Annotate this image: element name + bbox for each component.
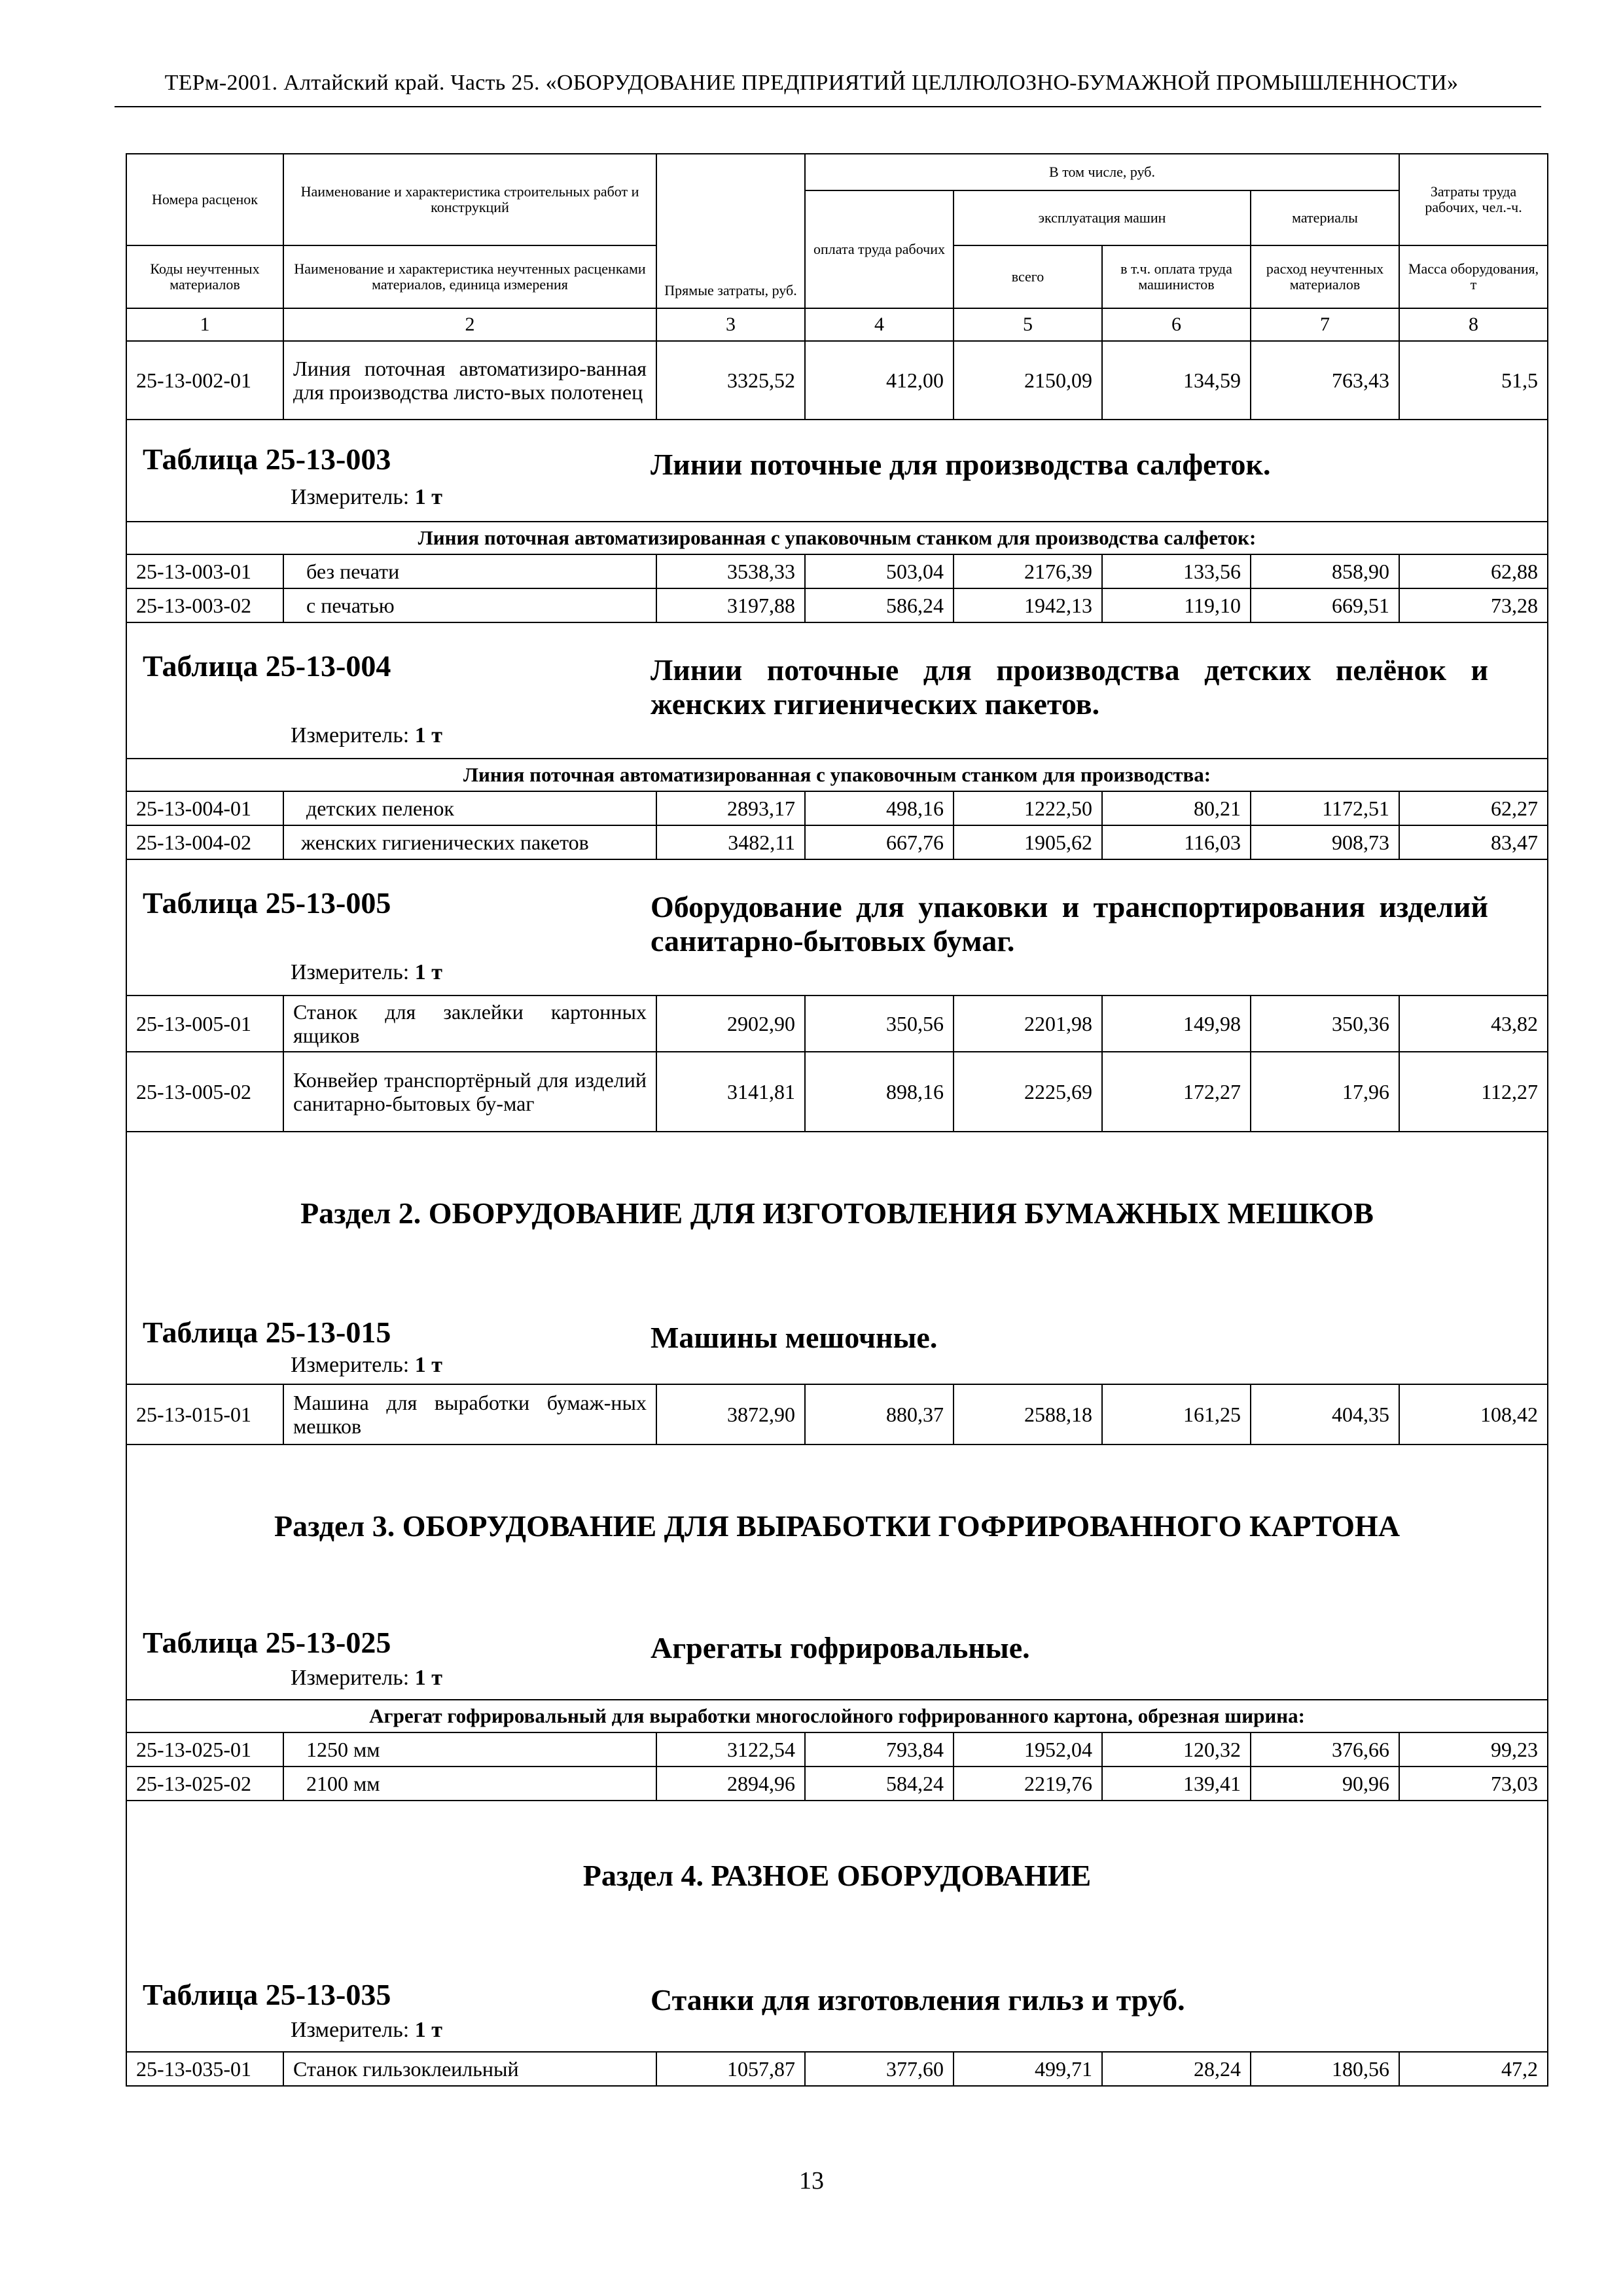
machinists-cost: 133,56 — [1102, 554, 1251, 588]
column-number: 8 — [1399, 308, 1548, 341]
table-row — [126, 825, 1548, 859]
machinists-cost: 119,10 — [1102, 588, 1251, 622]
table-title: Линии поточные для производства детских пелёнок и женских гигиенических пакетов. — [651, 653, 1488, 721]
measure-unit: Измеритель: 1 т — [291, 1666, 442, 1690]
col6-header: в т.ч. оплата труда машинистов — [1102, 245, 1251, 308]
measure-unit: Измеритель: 1 т — [291, 2018, 442, 2042]
col3-header: Прямые затраты, руб. — [656, 154, 805, 308]
machines-total: 2201,98 — [954, 996, 1102, 1052]
labor-hours: 62,27 — [1399, 791, 1548, 825]
section-title: Раздел 4. РАЗНОЕ ОБОРУДОВАНИЕ — [582, 1859, 1092, 1892]
machines-total: 1222,50 — [954, 791, 1102, 825]
table-row — [126, 1052, 1548, 1132]
col1-header-top: Номера расценок — [126, 154, 283, 245]
labor-hours: 83,47 — [1399, 825, 1548, 859]
rate-code: 25-13-025-01 — [126, 1732, 283, 1767]
group-heading: Линия поточная автоматизированная с упаковочным станком для производства салфеток: — [126, 522, 1548, 554]
labor-hours: 47,2 — [1399, 2052, 1548, 2086]
rate-name: женских гигиенических пакетов — [283, 825, 656, 859]
table-row — [126, 1384, 1548, 1444]
table-row — [126, 1767, 1548, 1801]
labor-cost: 586,24 — [805, 588, 954, 622]
rate-name: с печатью — [283, 588, 656, 622]
rate-code: 25-13-003-02 — [126, 588, 283, 622]
machines-total: 499,71 — [954, 2052, 1102, 2086]
machinists-cost: 139,41 — [1102, 1767, 1251, 1801]
table-number: Таблица 25-13-005 — [143, 886, 391, 920]
machines-total: 1905,62 — [954, 825, 1102, 859]
column-number: 2 — [283, 308, 656, 341]
table-row — [126, 341, 1548, 420]
labor-cost: 793,84 — [805, 1732, 954, 1767]
machines-total: 2588,18 — [954, 1384, 1102, 1444]
rates-table — [126, 153, 1548, 2087]
table-title: Агрегаты гофрировальные. — [651, 1631, 1030, 1664]
table-number: Таблица 25-13-003 — [143, 442, 391, 476]
col8-header-top: Затраты труда рабочих, чел.-ч. — [1399, 154, 1548, 245]
table-title: Станки для изготовления гильз и труб. — [651, 1983, 1185, 2017]
rate-code: 25-13-035-01 — [126, 2052, 283, 2086]
group-heading: Линия поточная автоматизированная с упаковочным станком для производства: — [126, 759, 1548, 791]
materials-cost: 17,96 — [1251, 1052, 1399, 1132]
section-title: Раздел 2. ОБОРУДОВАНИЕ ДЛЯ ИЗГОТОВЛЕНИЯ БУМАЖНЫХ МЕШКОВ — [300, 1196, 1374, 1230]
rate-code: 25-13-025-02 — [126, 1767, 283, 1801]
machinists-cost: 149,98 — [1102, 996, 1251, 1052]
rate-code: 25-13-005-01 — [126, 996, 283, 1052]
machines-total: 2225,69 — [954, 1052, 1102, 1132]
direct-cost: 3197,88 — [656, 588, 805, 622]
group-heading: Агрегат гофрировальный для выработки многослойного гофрированного картона, обрезная ширина: — [126, 1700, 1548, 1732]
col2-header-bottom: Наименование и характеристика неучтенных расценками материалов, единица измерения — [283, 245, 656, 308]
table-row — [126, 554, 1548, 588]
rate-code: 25-13-004-02 — [126, 825, 283, 859]
labor-hours: 108,42 — [1399, 1384, 1548, 1444]
rate-name: Станок для заклейки картонных ящиков — [283, 996, 656, 1052]
rate-code: 25-13-002-01 — [126, 341, 283, 420]
running-header: ТЕРм-2001. Алтайский край. Часть 25. «ОБОРУДОВАНИЕ ПРЕДПРИЯТИЙ ЦЕЛЛЮЛОЗНО-БУМАЖНОЙ ПРОМЫШЛЕННОСТИ» — [164, 71, 1459, 95]
direct-cost: 2902,90 — [656, 996, 805, 1052]
labor-cost: 350,56 — [805, 996, 954, 1052]
table-title: Линии поточные для производства салфеток. — [651, 448, 1271, 481]
table-title: Оборудование для упаковки и транспортирования изделий санитарно-бытовых бумаг. — [651, 890, 1488, 958]
table-row — [126, 996, 1548, 1052]
labor-cost: 377,60 — [805, 2052, 954, 2086]
column-number: 3 — [656, 308, 805, 341]
rate-code: 25-13-004-01 — [126, 791, 283, 825]
machines-total: 1942,13 — [954, 588, 1102, 622]
table-row — [126, 2052, 1548, 2086]
direct-cost: 3482,11 — [656, 825, 805, 859]
labor-hours: 62,88 — [1399, 554, 1548, 588]
labor-hours: 73,28 — [1399, 588, 1548, 622]
col7-header: расход неучтенных материалов — [1251, 245, 1399, 308]
table-number: Таблица 25-13-025 — [143, 1626, 391, 1659]
direct-cost: 3538,33 — [656, 554, 805, 588]
rate-name: Конвейер транспортёрный для изделий санитарно-бытовых бу-маг — [283, 1052, 656, 1132]
table-heading-004 — [126, 622, 1548, 759]
labor-cost: 880,37 — [805, 1384, 954, 1444]
rate-code: 25-13-003-01 — [126, 554, 283, 588]
table-row — [126, 1732, 1548, 1767]
materials-cost: 350,36 — [1251, 996, 1399, 1052]
materials-cost: 858,90 — [1251, 554, 1399, 588]
measure-unit: Измеритель: 1 т — [291, 960, 442, 984]
column-number: 1 — [126, 308, 283, 341]
direct-cost: 1057,87 — [656, 2052, 805, 2086]
rate-name: без печати — [283, 554, 656, 588]
table-row — [126, 588, 1548, 622]
machines-total: 2150,09 — [954, 341, 1102, 420]
materials-cost: 669,51 — [1251, 588, 1399, 622]
labor-hours: 51,5 — [1399, 341, 1548, 420]
materials-cost: 763,43 — [1251, 341, 1399, 420]
col5-header: всего — [954, 245, 1102, 308]
incl-header: В том числе, руб. — [805, 154, 1399, 190]
machinists-cost: 161,25 — [1102, 1384, 1251, 1444]
direct-cost: 3872,90 — [656, 1384, 805, 1444]
labor-hours: 73,03 — [1399, 1767, 1548, 1801]
materials-cost: 180,56 — [1251, 2052, 1399, 2086]
labor-hours: 112,27 — [1399, 1052, 1548, 1132]
rate-name: Станок гильзоклеильный — [283, 2052, 656, 2086]
table-title: Машины мешочные. — [651, 1321, 938, 1354]
section-block-3 — [126, 1444, 1548, 1700]
direct-cost: 3325,52 — [656, 341, 805, 420]
rate-name: 1250 мм — [283, 1732, 656, 1767]
measure-unit: Измеритель: 1 т — [291, 723, 442, 747]
direct-cost: 3122,54 — [656, 1732, 805, 1767]
direct-cost: 3141,81 — [656, 1052, 805, 1132]
direct-cost: 2894,96 — [656, 1767, 805, 1801]
machinists-cost: 120,32 — [1102, 1732, 1251, 1767]
materials-cost: 404,35 — [1251, 1384, 1399, 1444]
table-number: Таблица 25-13-004 — [143, 649, 391, 683]
table-number: Таблица 25-13-035 — [143, 1978, 391, 2011]
direct-cost: 2893,17 — [656, 791, 805, 825]
machines-total: 2176,39 — [954, 554, 1102, 588]
labor-cost: 498,16 — [805, 791, 954, 825]
labor-cost: 667,76 — [805, 825, 954, 859]
table-row — [126, 791, 1548, 825]
column-number: 4 — [805, 308, 954, 341]
materials-cost: 90,96 — [1251, 1767, 1399, 1801]
rate-name: 2100 мм — [283, 1767, 656, 1801]
table-heading-005 — [126, 859, 1548, 996]
materials-cost: 1172,51 — [1251, 791, 1399, 825]
table-heading-003 — [126, 420, 1548, 522]
machines-header: эксплуатация машин — [954, 190, 1251, 245]
labor-cost: 898,16 — [805, 1052, 954, 1132]
machinists-cost: 134,59 — [1102, 341, 1251, 420]
col2-header-top: Наименование и характеристика строительных работ и конструкций — [283, 154, 656, 245]
machinists-cost: 172,27 — [1102, 1052, 1251, 1132]
page-number: 13 — [799, 2167, 824, 2195]
materials-cost: 376,66 — [1251, 1732, 1399, 1767]
labor-hours: 43,82 — [1399, 996, 1548, 1052]
labor-cost: 412,00 — [805, 341, 954, 420]
column-number: 6 — [1102, 308, 1251, 341]
rate-name: Линия поточная автоматизиро-ванная для производства листо-вых полотенец — [283, 341, 656, 420]
labor-cost: 503,04 — [805, 554, 954, 588]
machinists-cost: 28,24 — [1102, 2052, 1251, 2086]
rate-code: 25-13-005-02 — [126, 1052, 283, 1132]
column-number: 5 — [954, 308, 1102, 341]
section-block-4 — [126, 1801, 1548, 2052]
column-number: 7 — [1251, 308, 1399, 341]
labor-hours: 99,23 — [1399, 1732, 1548, 1767]
machines-total: 1952,04 — [954, 1732, 1102, 1767]
rate-name: детских пеленок — [283, 791, 656, 825]
machines-total: 2219,76 — [954, 1767, 1102, 1801]
table-number: Таблица 25-13-015 — [143, 1316, 391, 1349]
col1-header-bottom: Коды неучтенных материалов — [126, 245, 283, 308]
col4-header: оплата труда рабочих — [805, 190, 954, 308]
section-title: Раздел 3. ОБОРУДОВАНИЕ ДЛЯ ВЫРАБОТКИ ГОФРИРОВАННОГО КАРТОНА — [274, 1509, 1400, 1543]
labor-cost: 584,24 — [805, 1767, 954, 1801]
section-block-2 — [126, 1132, 1548, 1384]
machinists-cost: 116,03 — [1102, 825, 1251, 859]
measure-unit: Измеритель: 1 т — [291, 485, 442, 509]
measure-unit: Измеритель: 1 т — [291, 1353, 442, 1377]
col8-header-bottom: Масса оборудования, т — [1399, 245, 1548, 308]
header-rule — [115, 106, 1541, 107]
rate-name: Машина для выработки бумаж-ных мешков — [283, 1384, 656, 1444]
materials-cost: 908,73 — [1251, 825, 1399, 859]
rate-code: 25-13-015-01 — [126, 1384, 283, 1444]
materials-header: материалы — [1251, 190, 1399, 245]
machinists-cost: 80,21 — [1102, 791, 1251, 825]
